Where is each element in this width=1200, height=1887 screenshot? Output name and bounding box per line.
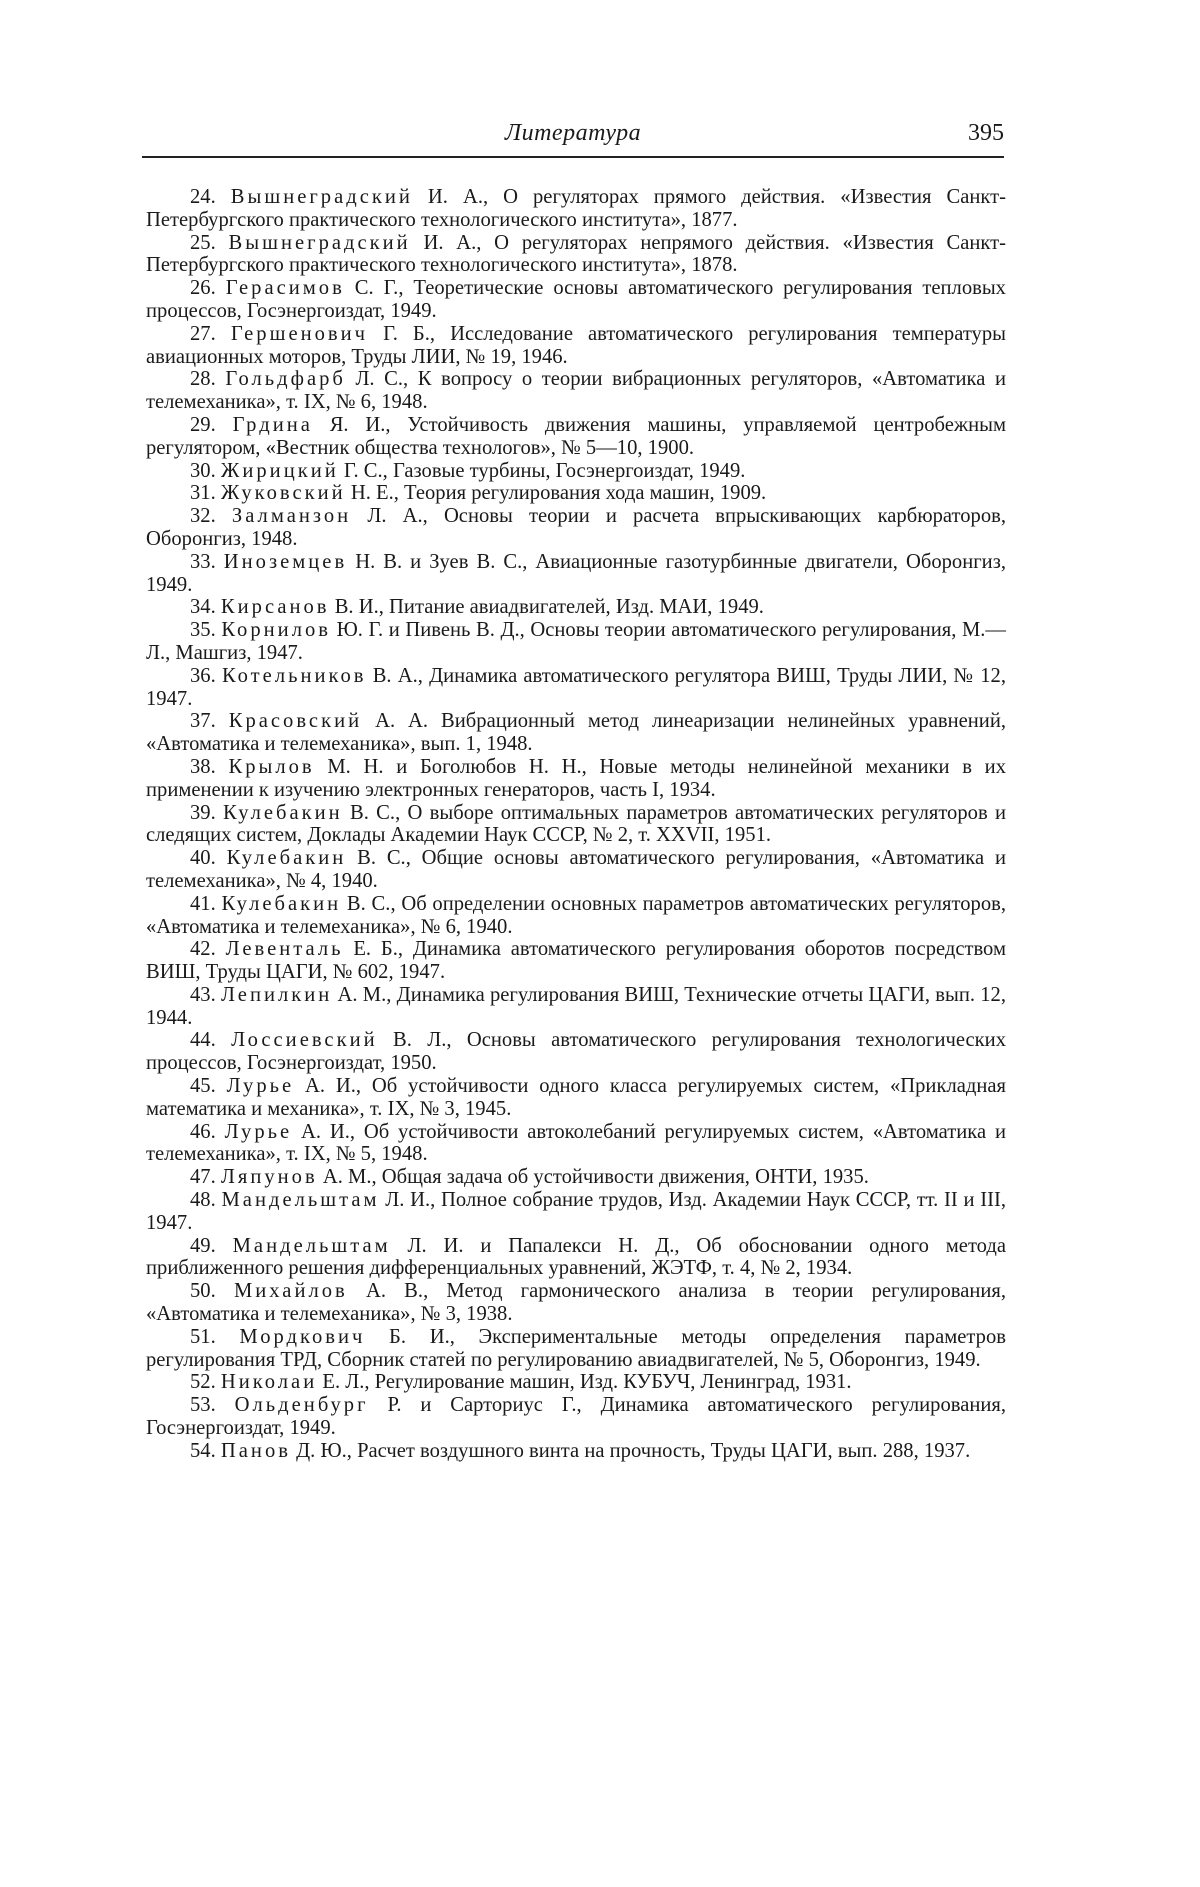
reference-text: Г. Б., Исследование автоматического регулирования температуры авиационных моторов, Труды ЛИИ, № 19, 1946. [146, 322, 1006, 368]
reference-author: Кирсанов [220, 596, 330, 619]
page-header [142, 100, 1004, 160]
reference-entry [146, 186, 1006, 232]
reference-entry [146, 1166, 1006, 1189]
reference-text: Ю. Г. и Пивень В. Д., Основы теории автоматического регулирования, М.—Л., Машгиз, 1947. [146, 619, 1007, 664]
reference-number: 37. [190, 710, 216, 733]
reference-number: 47. [190, 1166, 216, 1189]
reference-number: 39. [190, 801, 216, 824]
reference-text: В. С., Общие основы автоматического регулирования, «Автоматика и телемеханика», № 4, 1940. [146, 847, 1006, 892]
reference-author: Панов [220, 1439, 291, 1462]
reference-author: Жирицкий [220, 459, 339, 482]
reference-entry [146, 802, 1006, 848]
reference-number: 28. [190, 368, 216, 391]
reference-author: Крылов [228, 755, 315, 778]
reference-text: Е. Л., Регулирование машин, Изд. КУБУЧ, Ленинград, 1931. [317, 1371, 852, 1394]
reference-number: 40. [190, 847, 216, 870]
reference-entry [146, 460, 1006, 483]
reference-entry [146, 1371, 1006, 1394]
reference-number: 35. [190, 619, 216, 642]
reference-number: 29. [190, 413, 216, 436]
reference-author: Красовский [228, 710, 363, 733]
reference-text: Я. И., Устойчивость движения машины, управляемой центробежным регулятором, «Вестник общества технологов», № 5—10, 1900. [146, 413, 1006, 459]
reference-entry [146, 1394, 1006, 1440]
reference-number: 53. [190, 1394, 216, 1417]
reference-number: 50. [190, 1280, 216, 1303]
reference-author: Гершенович [230, 322, 369, 345]
reference-entry [146, 756, 1006, 802]
reference-entry [146, 505, 1006, 551]
reference-author: Гольдфарб [225, 368, 346, 391]
reference-author: Залманзон [231, 505, 352, 528]
reference-entry [146, 414, 1006, 460]
reference-number: 26. [190, 277, 216, 300]
reference-author: Николаи [220, 1371, 318, 1394]
reference-author: Лоссиевский [231, 1029, 378, 1052]
reference-author: Корнилов [221, 619, 331, 642]
reference-text: Г. С., Газовые турбины, Госэнергоиздат, 1949. [338, 459, 746, 482]
reference-text: И. А., О регуляторах непрямого действия. «Известия Санкт-Петербургского практического технологического института», 1878. [146, 231, 1007, 277]
reference-text: А. И., Об устойчивости автоколебаний регулируемых систем, «Автоматика и телемеханика», т. IX, № 5, 1948. [146, 1120, 1006, 1166]
reference-entry [146, 1029, 1006, 1075]
reference-text: В. А., Динамика автоматического регулятора ВИШ, Труды ЛИИ, № 12, 1947. [146, 664, 1006, 710]
reference-author: Герасимов [225, 277, 345, 300]
reference-number: 43. [190, 983, 216, 1006]
reference-entry [146, 368, 1006, 414]
reference-text: Д. Ю., Расчет воздушного винта на прочность, Труды ЦАГИ, вып. 288, 1937. [290, 1439, 971, 1462]
reference-number: 54. [190, 1439, 216, 1462]
reference-number: 38. [190, 755, 216, 778]
reference-author: Вышнеградский [230, 186, 413, 208]
reference-number: 33. [190, 550, 216, 573]
reference-author: Иноземцев [223, 550, 348, 573]
reference-author: Грдина [232, 413, 313, 436]
reference-number: 27. [190, 322, 216, 345]
reference-text: Л. С., К вопросу о теории вибрационных регуляторов, «Автоматика и телемеханика», т. IX, № 6, 1948. [146, 368, 1006, 414]
reference-text: Л. И. и Папалекси Н. Д., Об обосновании одного метода приближенного решения дифференциальных уравнений, ЖЭТФ, т. 4, № 2, 1934. [146, 1234, 1006, 1280]
reference-entry [146, 596, 1006, 619]
reference-author: Вышнеградский [228, 231, 411, 254]
reference-author: Левенталь [225, 938, 344, 961]
reference-number: 34. [190, 596, 216, 619]
reference-text: А. А. Вибрационный метод линеаризации нелинейных уравнений, «Автоматика и телемеханика», вып. 1, 1948. [146, 710, 1006, 756]
reference-entry [146, 619, 1006, 665]
reference-entry [146, 847, 1006, 893]
reference-text: В. С., О выборе оптимальных параметров автоматических регуляторов и следящих систем, Доклады Академии Наук СССР, № 2, т. XXVII, 1951. [146, 801, 1006, 847]
reference-text: В. Л., Основы автоматического регулирования технологических процессов, Госэнергоиздат, 1950. [146, 1029, 1006, 1075]
reference-text: М. Н. и Боголюбов Н. Н., Новые методы нелинейной механики в их применении к изучению электронных генераторов, часть I, 1934. [146, 755, 1006, 801]
header-rule [142, 156, 1004, 158]
reference-text: Л. И., Полное собрание трудов, Изд. Академии Наук СССР, тт. II и III, 1947. [146, 1189, 1006, 1234]
reference-entry [146, 665, 1006, 711]
reference-number: 49. [190, 1234, 216, 1257]
reference-number: 51. [190, 1325, 216, 1348]
reference-text: Н. Е., Теория регулирования хода машин, 1909. [345, 482, 767, 505]
reference-number: 32. [190, 505, 216, 528]
reference-entry [146, 232, 1006, 278]
reference-author: Мордкович [239, 1325, 366, 1348]
reference-author: Мандельштам [232, 1234, 391, 1257]
reference-entry [146, 1440, 1006, 1463]
reference-author: Лурье [226, 1075, 295, 1098]
reference-author: Котельников [221, 664, 367, 687]
reference-text: В. С., Об определении основных параметров автоматических регуляторов, «Автоматика и телемеханика», № 6, 1940. [146, 892, 1006, 938]
reference-text: В. И., Питание авиадвигателей, Изд. МАИ, 1949. [329, 596, 764, 619]
reference-number: 52. [190, 1371, 216, 1394]
reference-author: Михайлов [233, 1280, 348, 1303]
reference-author: Кулебакин [221, 892, 342, 915]
reference-number: 36. [190, 664, 216, 687]
reference-entry [146, 323, 1006, 369]
reference-number: 48. [190, 1189, 216, 1212]
reference-author: Кулебакин [223, 801, 343, 824]
reference-entry [146, 551, 1006, 597]
reference-text: Л. А., Основы теории и расчета впрыскивающих карбюраторов, Оборонгиз, 1948. [146, 505, 1006, 550]
reference-entry [146, 1075, 1006, 1121]
reference-text: Е. Б., Динамика автоматического регулирования оборотов посредством ВИШ, Труды ЦАГИ, № 602, 1947. [146, 938, 1006, 984]
reference-text: А. М., Общая задача об устойчивости движения, ОНТИ, 1935. [317, 1166, 869, 1189]
reference-entry [146, 1121, 1006, 1167]
reference-text: И. А., О регуляторах прямого действия. «Известия Санкт-Петербургского практического технологического института», 1877. [146, 186, 1006, 231]
reference-entry [146, 1326, 1006, 1372]
reference-entry [146, 482, 1006, 505]
reference-entry [146, 1189, 1006, 1235]
reference-list [146, 186, 1006, 1463]
reference-text: А. М., Динамика регулирования ВИШ, Технические отчеты ЦАГИ, вып. 12, 1944. [146, 983, 1006, 1029]
reference-text: А. И., Об устойчивости одного класса регулируемых систем, «Прикладная математика и механика», т. IX, № 3, 1945. [146, 1075, 1006, 1120]
reference-number: 45. [190, 1075, 216, 1098]
reference-entry [146, 984, 1006, 1030]
reference-number: 46. [190, 1120, 216, 1143]
reference-author: Жуковский [220, 482, 346, 505]
reference-author: Ольденбург [234, 1394, 369, 1417]
reference-author: Кулебакин [226, 847, 347, 870]
reference-number: 44. [190, 1029, 216, 1052]
reference-number: 42. [190, 938, 216, 961]
reference-text: Н. В. и Зуев В. С., Авиационные газотурбинные двигатели, Оборонгиз, 1949. [146, 550, 1006, 596]
page-number: 395 [968, 120, 1004, 146]
reference-number: 25. [190, 231, 216, 254]
reference-text: С. Г., Теоретические основы автоматического регулирования тепловых процессов, Госэнергоиздат, 1949. [146, 277, 1006, 322]
reference-entry [146, 938, 1006, 984]
reference-author: Ляпунов [220, 1166, 318, 1189]
running-title: Литература [504, 120, 642, 146]
reference-author: Лурье [224, 1120, 293, 1143]
reference-number: 31. [190, 482, 216, 505]
reference-text: Б. И., Экспериментальные методы определения параметров регулирования ТРД, Сборник статей по регулированию авиадвигателей, № 5, Оборонгиз, 1949. [146, 1325, 1006, 1371]
reference-entry [146, 277, 1006, 323]
reference-author: Лепилкин [220, 983, 333, 1006]
reference-text: Р. и Сарториус Г., Динамика автоматического регулирования, Госэнергоиздат, 1949. [146, 1394, 1007, 1440]
reference-author: Мандельштам [221, 1189, 380, 1212]
reference-number: 41. [190, 892, 216, 915]
reference-entry [146, 1235, 1006, 1281]
reference-entry [146, 710, 1006, 756]
reference-number: 24. [190, 186, 216, 208]
reference-entry [146, 893, 1006, 939]
reference-text: А. В., Метод гармонического анализа в теории регулирования, «Автоматика и телемеханика», № 3, 1938. [146, 1280, 1007, 1326]
reference-entry [146, 1280, 1006, 1326]
reference-number: 30. [190, 459, 216, 482]
